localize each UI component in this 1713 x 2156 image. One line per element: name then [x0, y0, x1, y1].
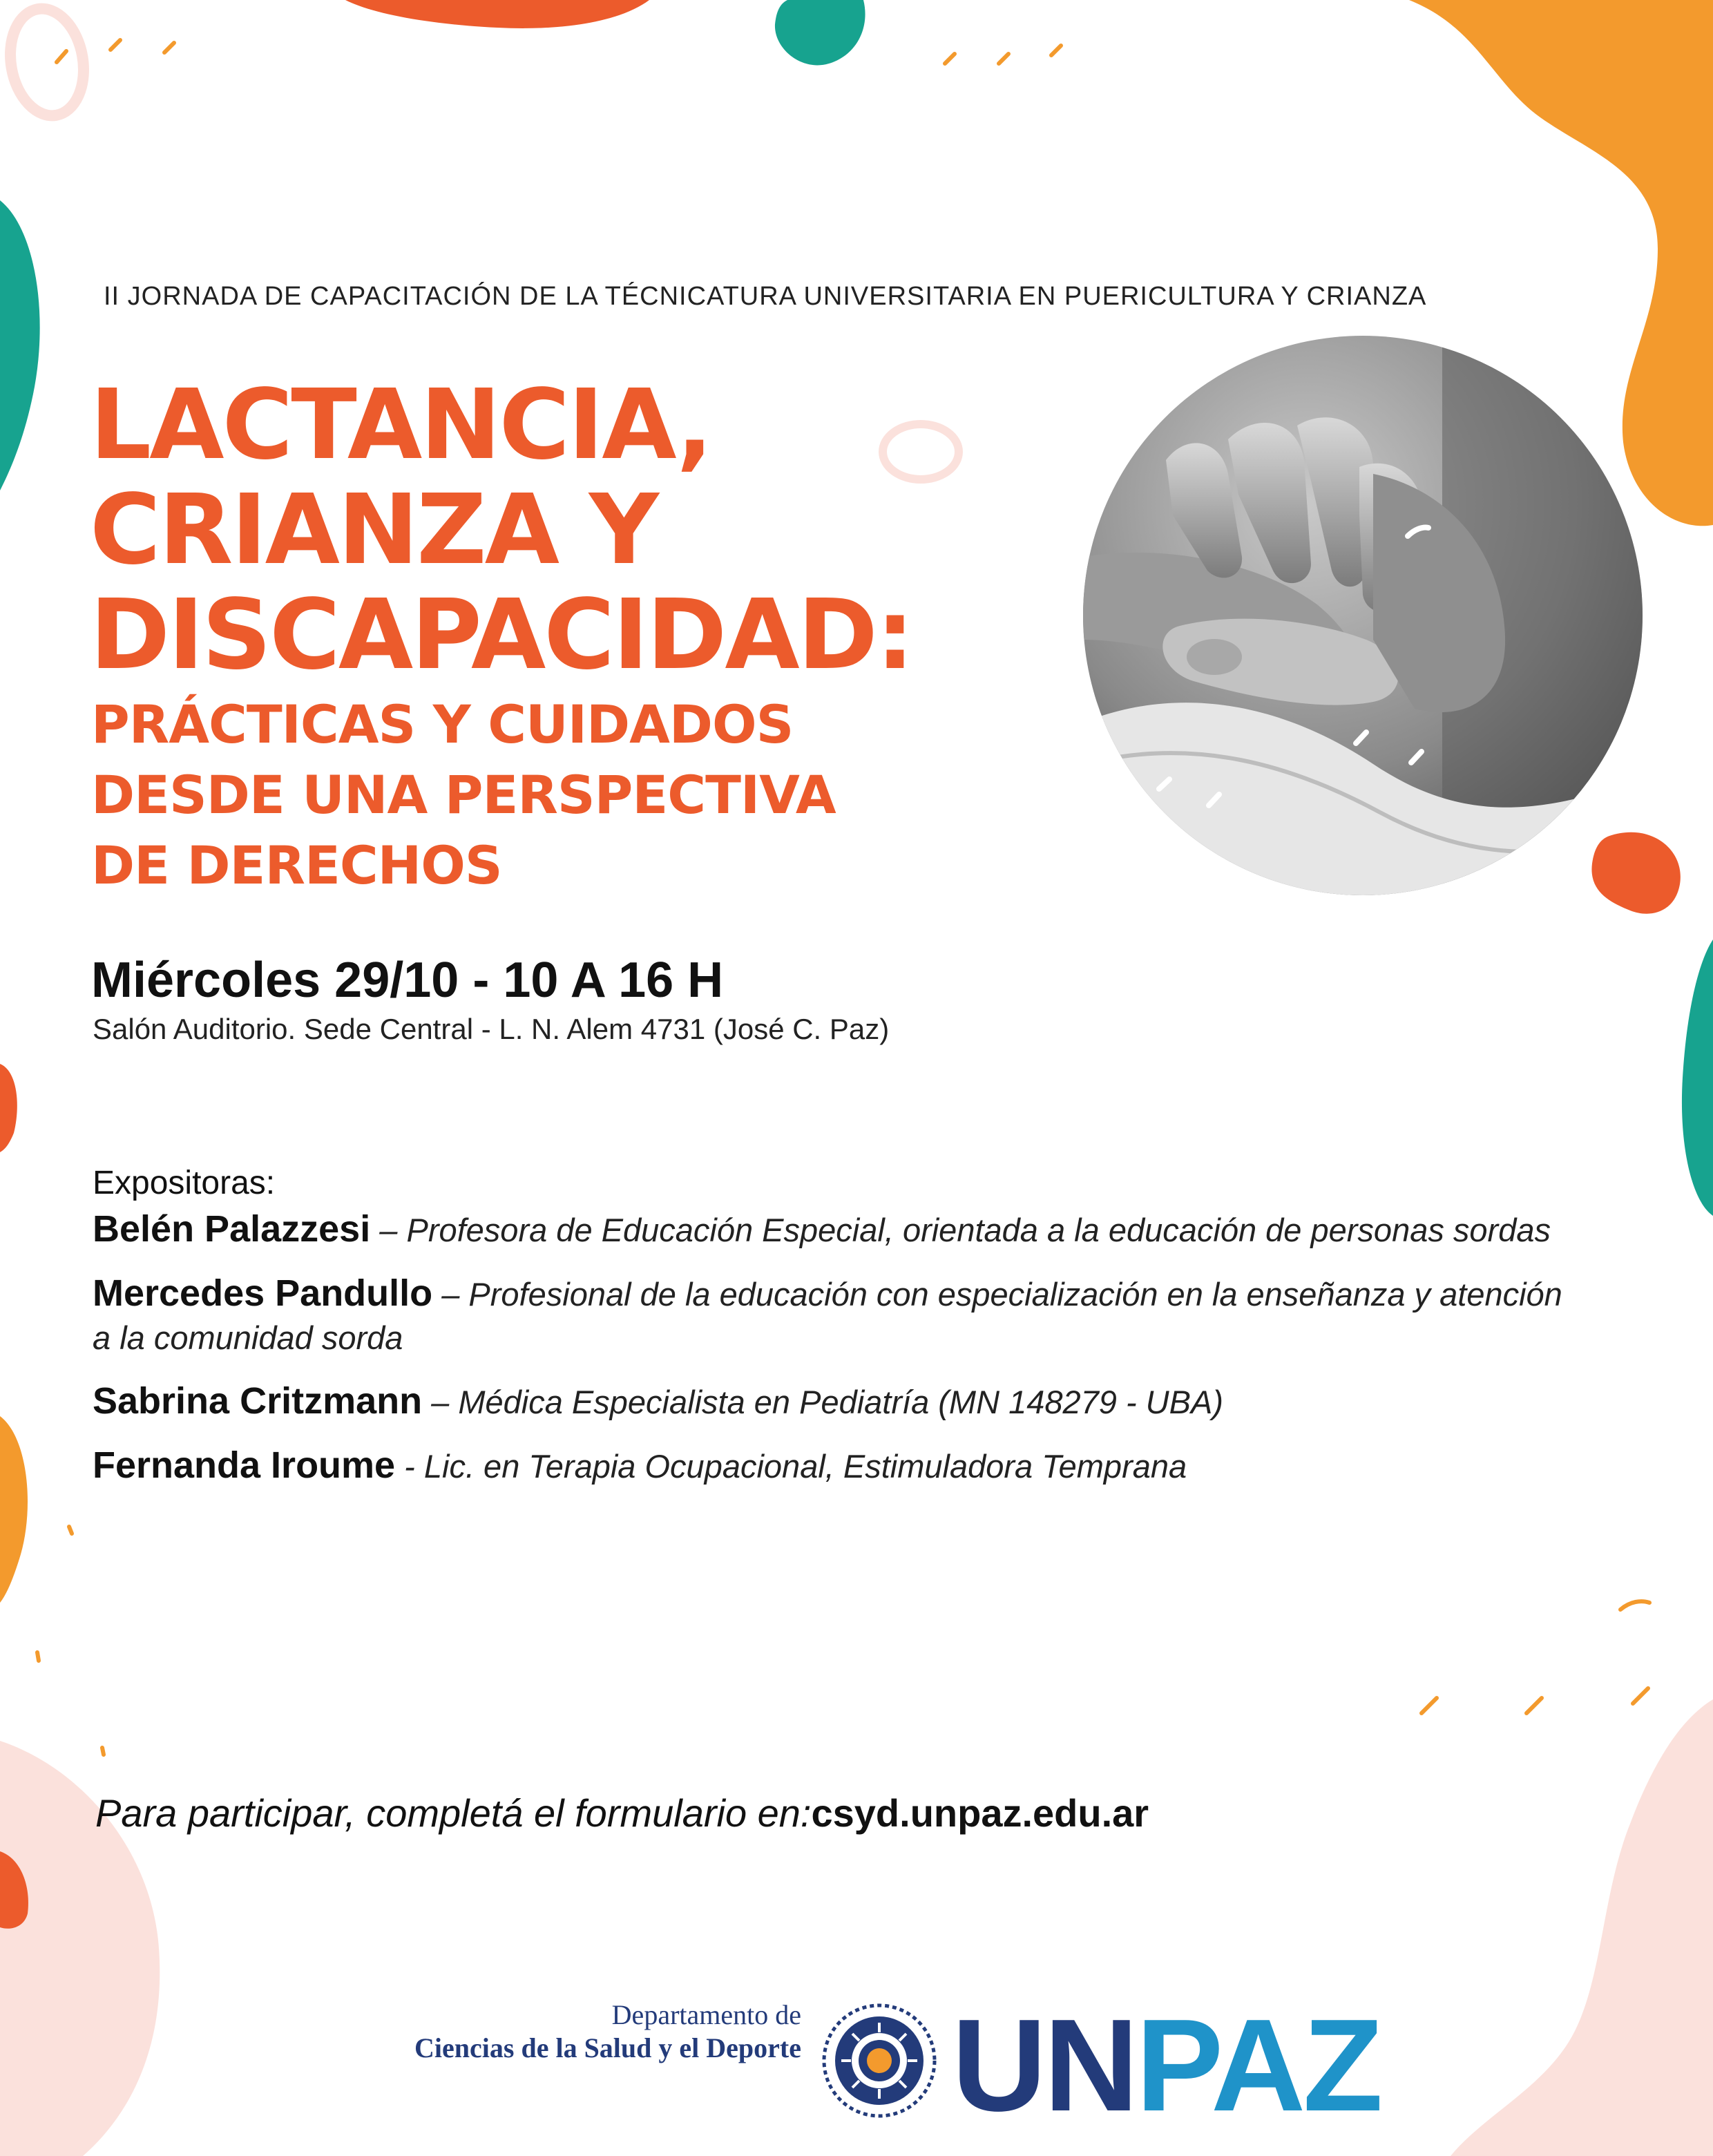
- orange-red-blob-right: [1591, 832, 1680, 914]
- speaker-description: - Lic. en Terapia Ocupacional, Estimuladora Temprana: [395, 1448, 1187, 1485]
- speaker-name: Fernanda Iroume: [93, 1444, 396, 1486]
- department-name: [387, 1998, 801, 2065]
- speaker-item: [93, 1380, 1585, 1424]
- subtitle-line-2: DESDE UNA PERSPECTIVA: [91, 764, 836, 826]
- page-title: [90, 369, 912, 691]
- baby-hand-photo-icon: [1083, 336, 1643, 895]
- department-line-2: Ciencias de la Salud y el Deporte: [414, 2032, 801, 2063]
- speakers-heading: Expositoras:: [93, 1165, 276, 1201]
- speaker-name: Sabrina Critzmann: [93, 1380, 423, 1422]
- baby-hand-photo: [1083, 336, 1643, 895]
- unpaz-logo: [952, 1992, 1381, 2139]
- teal-blob-right: [1682, 939, 1713, 1216]
- speaker-description: – Médica Especialista en Pediatría (MN 148279 - UBA): [422, 1384, 1223, 1420]
- pale-ring-top-left: [2, 3, 92, 122]
- speaker-description: – Profesora de Educación Especial, orientada a la educación de personas sordas: [370, 1212, 1551, 1248]
- speaker-name: Belén Palazzesi: [93, 1208, 371, 1250]
- title-line-1: LACTANCIA,: [90, 369, 711, 481]
- department-line-1: Departamento de: [611, 1999, 801, 2030]
- unpaz-seal-icon: [821, 2002, 938, 2119]
- pink-blob-bottom-right: [1451, 1699, 1713, 2156]
- page-subtitle: [91, 689, 836, 901]
- orange-red-blob-left: [0, 1064, 17, 1152]
- speaker-item: [93, 1444, 1585, 1489]
- registration-cta: [95, 1791, 1149, 1835]
- orange-blob-left: [0, 1416, 28, 1603]
- speaker-item: [93, 1208, 1585, 1252]
- event-kicker: II JORNADA DE CAPACITACIÓN DE LA TÉCNICATURA UNIVERSITARIA EN PUERICULTURA Y CRIANZA: [104, 282, 1427, 311]
- subtitle-line-1: PRÁCTICAS Y CUIDADOS: [91, 694, 794, 755]
- title-line-2: CRIANZA Y: [90, 474, 658, 586]
- speaker-item: [93, 1272, 1585, 1360]
- speaker-name: Mercedes Pandullo: [93, 1272, 433, 1314]
- cta-lead-text: Para participar, completá el formulario en:: [95, 1791, 812, 1835]
- title-line-3: DISCAPACIDAD:: [90, 579, 912, 691]
- event-venue: Salón Auditorio. Sede Central - L. N. Alem 4731 (José C. Paz): [93, 1013, 890, 1045]
- subtitle-line-3: DE DERECHOS: [91, 834, 502, 896]
- teal-blob-left: [0, 200, 40, 490]
- registration-link[interactable]: csyd.unpaz.edu.ar: [811, 1791, 1149, 1835]
- logo-paz: PAZ: [1136, 1992, 1381, 2139]
- logo-un: UN: [952, 1992, 1136, 2139]
- teal-blob-top: [775, 0, 865, 65]
- orange-blob-top: [345, 0, 649, 28]
- speakers-section: [93, 1162, 1585, 1508]
- event-date: Miércoles 29/10 - 10 A 16 H: [91, 953, 724, 1008]
- speaker-description: – Profesional de la educación con especialización en la enseñanza y atención a la comunidad sorda: [93, 1276, 1562, 1356]
